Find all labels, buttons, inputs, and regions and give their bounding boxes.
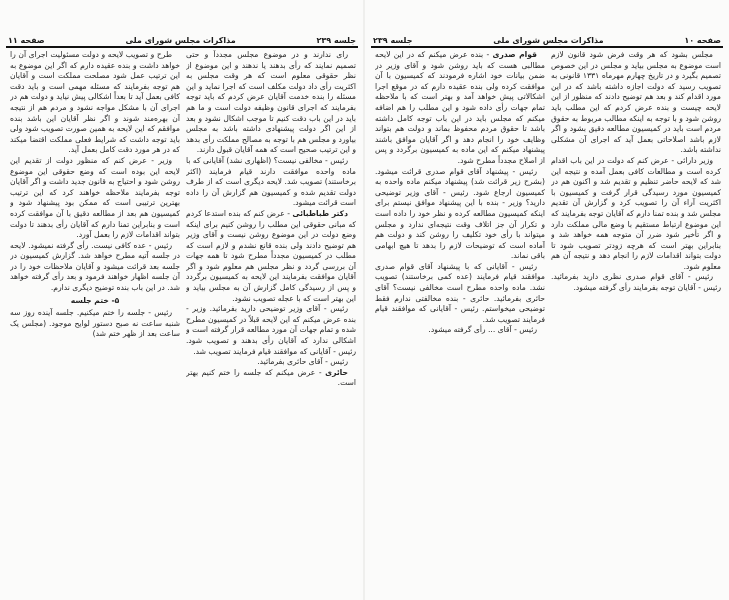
paragraph-text: - عرض کنم که بنده استدعا کردم که مبانی حقوقی این مطلب را روشن کنیم برای اینکه وضع دولت در این موضوع روشن نیست و آقای وزیر هم توضیح دادند ولی بنده قانع نشدم و لازم است که مطلب در کمیسیون مجدداً مطرح شود تا همه جهات آن بررسی گردد و نظر مجلس هم معلوم شود و اگر آقایان موافقت بفرمایند این لایحه به کمیسیون برگردد و پس از رسیدگی کامل گزارش آن به مجلس بیاید و این بهتر است که با عجله تصویب نشود.: [186, 208, 356, 303]
running-header: [373, 33, 721, 45]
left-page: [0, 0, 364, 600]
session-number: جلسه ۲۳۹: [373, 36, 413, 45]
paragraph: [10, 241, 180, 294]
paragraph-text: - عرض میکنم که جلسه را ختم کنیم بهتر است.: [186, 367, 356, 388]
paragraph-text: رئیس - آقایانی که با پیشنهاد آقای قوام صدری موافقند قیام فرمایند (عده کمی برخاستند) تصویب نشد. ماده واحده مطرح است مخالفی نیست؟ آقای حائری بفرمائید. حائری - بنده مخالفتی ندارم فقط توضیحی میخواستم. رئیس - آقایانی که موافقند قیام فرمایند تصویب شد.: [375, 261, 545, 324]
paragraph: [186, 304, 356, 357]
paragraph-text: مجلس بشود که هر وقت فرض شود قانون لازم است موضوع به مجلس بیاید و مجلس در این خصوص تصمیم بگیرد و در تاریخ چهارم مهرماه ۱۳۳۱ قانونی به تصویب رسید که دولت اجازه داشته باشد که در این مورد اقدام کند و بعد هم توضیح دادند که منظور از این لایحه چیست و بنده عرض کردم که این مطلب باید روشن شود و با توجه به اینکه مطالب مربوط به حقوق مردم است باید در کمیسیون مطالعه دقیق بشود و اگر لازم باشد اصلاحاتی بعمل آید که اجرای آن مشکلی نداشته باشد.: [551, 50, 721, 155]
publication-title: مذاکرات مجلس شورای ملی: [125, 36, 236, 45]
text-column-right: [186, 50, 356, 580]
paragraph: [551, 272, 721, 293]
paragraph-text: رئیس - آقای ... رأی گرفته میشود.: [428, 325, 537, 335]
paragraph: [186, 50, 356, 156]
header-rule: [6, 46, 358, 48]
paragraph: [551, 156, 721, 273]
paragraph: [375, 325, 545, 336]
paragraph: [186, 156, 356, 209]
paragraph-text: رئیس - آقای قوام صدری نظری دارید بفرمائید. رئیس - آقایان توجه بفرمایند رأی گرفته میشود.: [551, 272, 721, 293]
header-rule: [371, 46, 723, 48]
paragraph-text: رئیس - آقای حائری بفرمائید.: [257, 357, 348, 367]
paragraph: [10, 308, 180, 340]
paragraph-text: رئیس - آقای وزیر توضیحی دارید بفرمائید. وزیر - بنده عرض میکنم که این لایحه قبلاً در کمیسیون مطرح شده و تمام جهات آن مورد مطالعه قرار گرفته است و اشکالی ندارد که آقایان رأی بدهند و تصویب شود. رئیس - آقایانی که موافقند قیام فرمایند تصویب شد.: [186, 304, 356, 356]
paragraph: [375, 262, 545, 326]
publication-title: مذاکرات مجلس شورای ملی: [493, 36, 604, 45]
paragraph: [375, 167, 545, 262]
paragraph: [186, 357, 356, 368]
paragraph: [186, 209, 356, 304]
speaker-name: دکتر طباطبائی: [292, 208, 348, 218]
speaker-name: قوام صدری: [492, 50, 537, 59]
section-heading: ۵- ختم جلسه: [70, 295, 120, 305]
paragraph-text: رای ندارند و در موضوع مجلس مجدداً و حتی تصمیم نمایند که رأی بدهند یا ندهند و این موضوع از نظر حقوقی معلوم است که هر وقت مجلس به اکثریت رأی داد دولت مکلف است که اجرا نماید و این مسئله را بنده خدمت آقایان عرض کردم که باید توجه بفرمایند که اجرای قانون وظیفه دولت است و ما هم باید در این باب دقت کنیم تا موجب اشکال نشود و بعد از این اگر دولت پیشنهادی داشته باشد به مجلس بیاورد و مجلس هم با توجه به مصالح مملکت رأی بدهد و این ترتیب صحیح است که همه آقایان قبول دارند.: [186, 50, 356, 155]
session-number: جلسه ۲۳۹: [316, 36, 356, 45]
paragraph: [10, 50, 180, 156]
page-number: صفحه ۱۰: [684, 36, 721, 45]
paragraph-text: طرح و تصویب لایحه و دولت مسئولیت اجرای آن را خواهد داشت و بنده عقیده دارم که اگر این موضوع به این ترتیب عمل شود مصلحت مملکت است و آقایان هم توجه بفرمایند که مسئله مهمی است و باید دقت کافی بعمل آید تا بعداً اشکالی پیش نیاید و دولت هم در اجرای آن با مشکل مواجه نشود و مردم هم از نتیجه آن بهره‌مند شوند و اگر نظر آقایان این باشد بنده موافقم که این لایحه به همین صورت تصویب شود ولی باید توجه داشت که شرایط فعلی مملکت اقتضا میکند که در هر مورد دقت کامل بعمل آید.: [10, 50, 180, 155]
text-column-right: [551, 50, 721, 580]
paragraph-text: رئیس - جلسه را ختم میکنیم. جلسه آینده روز سه شنبه ساعت نه صبح دستور لوایح موجود. (مجلس یک ساعت بعد از ظهر ختم شد): [10, 308, 180, 339]
paragraph-text: رئیس - مخالفی نیست؟ (اظهاری نشد) آقایانی که با ماده واحده موافقت دارند قیام فرمایند (اکثر برخاستند) تصویب شد. لایحه دیگری است که از طرف دولت تقدیم شده و کمیسیون هم گزارش آن را داده است قرائت میشود.: [186, 155, 356, 208]
right-page: [365, 0, 729, 600]
paragraph: [186, 368, 356, 389]
page-number: صفحه ۱۱: [8, 36, 45, 45]
paragraph: [10, 156, 180, 241]
paragraph-text: - بنده عرض میکنم که در این لایحه مطالبی هست که باید روشن شود و آقای وزیر در ضمن بیانات خود اشاره فرمودند که کمیسیون با آن موافقت کرده ولی بنده عقیده دارم که در موقع اجرا اشکالاتی پیش خواهد آمد و بهتر است که با ملاحظه تمام جهات رأی داده شود و این مطلب را هم اضافه میکنم که مجلس باید در این باب توجه کامل داشته باشد تا حقوق مردم محفوظ بماند و دولت هم بتواند وظایف خود را انجام دهد و اگر آقایان موافق باشند پیشنهاد میکنم که این ماده به کمیسیون برگردد و پس از اصلاح مجدداً مطرح شود.: [375, 50, 545, 165]
text-column-left: [375, 50, 545, 580]
speaker-name: حائری: [325, 367, 348, 377]
paragraph-text: رئیس - عده کافی نیست. رأی گرفته نمیشود. لایحه در جلسه آتیه مطرح خواهد شد. گزارش کمیسیون در جلسه بعد قرائت میشود و آقایان ملاحظات خود را در آن جلسه اظهار خواهند فرمود و بعد رأی گرفته خواهد شد. در این باب بنده توضیح دیگری ندارم.: [10, 240, 180, 293]
running-header: [8, 33, 356, 45]
paragraph-text: رئیس - پیشنهاد آقای قوام صدری قرائت میشود. (بشرح زیر قرائت شد) پیشنهاد میکنم ماده واحده به کمیسیون ارجاع شود. رئیس - آقای وزیر توضیحی دارید؟ وزیر - بنده با این پیشنهاد موافق نیستم برای اینکه کمیسیون مطالعه کرده و نظر خود را داده است و تکرار آن جز اتلاف وقت نتیجه‌ای ندارد و مجلس میتواند با رأی خود تکلیف را روشن کند و دولت هم آماده است که توضیحات لازم را بدهد تا هیچ ابهامی باقی نماند.: [375, 166, 545, 261]
text-column-left: [10, 50, 180, 580]
paragraph-text: وزیر دارائی - عرض کنم که دولت در این باب اقدام کرده است و مطالعات کافی بعمل آمده و نتیجه این شد که لایحه حاضر تنظیم و تقدیم شد و اکنون هم در کمیسیون مورد رسیدگی قرار گرفت و کمیسیون با اکثریت آراء آن را تصویب کرد و گزارش آن تقدیم مجلس شد و بنده تمنا دارم که آقایان توجه بفرمایند که این موضوع ارتباط مستقیم با وضع مالی مملکت دارد و اگر تأخیر شود ضرر آن متوجه همه خواهد شد و بنابراین بهتر است که هرچه زودتر تصویب شود تا دولت بتواند اقدامات لازم را انجام دهد و نتیجه آن هم معلوم شود.: [551, 155, 721, 271]
paragraph-text: وزیر - عرض کنم که منظور دولت از تقدیم این لایحه این بوده است که وضع حقوقی این موضوع روشن شود و احتیاج به قانون جدید داشت و اگر آقایان توجه بفرمایند ملاحظه خواهند کرد که این ترتیب بهترین ترتیبی است که ممکن بود پیشنهاد شود و کمیسیون هم بعد از مطالعه دقیق با آن موافقت کرده است و بنابراین تمنا دارم که آقایان رأی بدهند تا دولت بتواند اقدامات لازم را بعمل آورد.: [10, 155, 180, 240]
paragraph: [551, 50, 721, 156]
paragraph: [375, 50, 545, 167]
